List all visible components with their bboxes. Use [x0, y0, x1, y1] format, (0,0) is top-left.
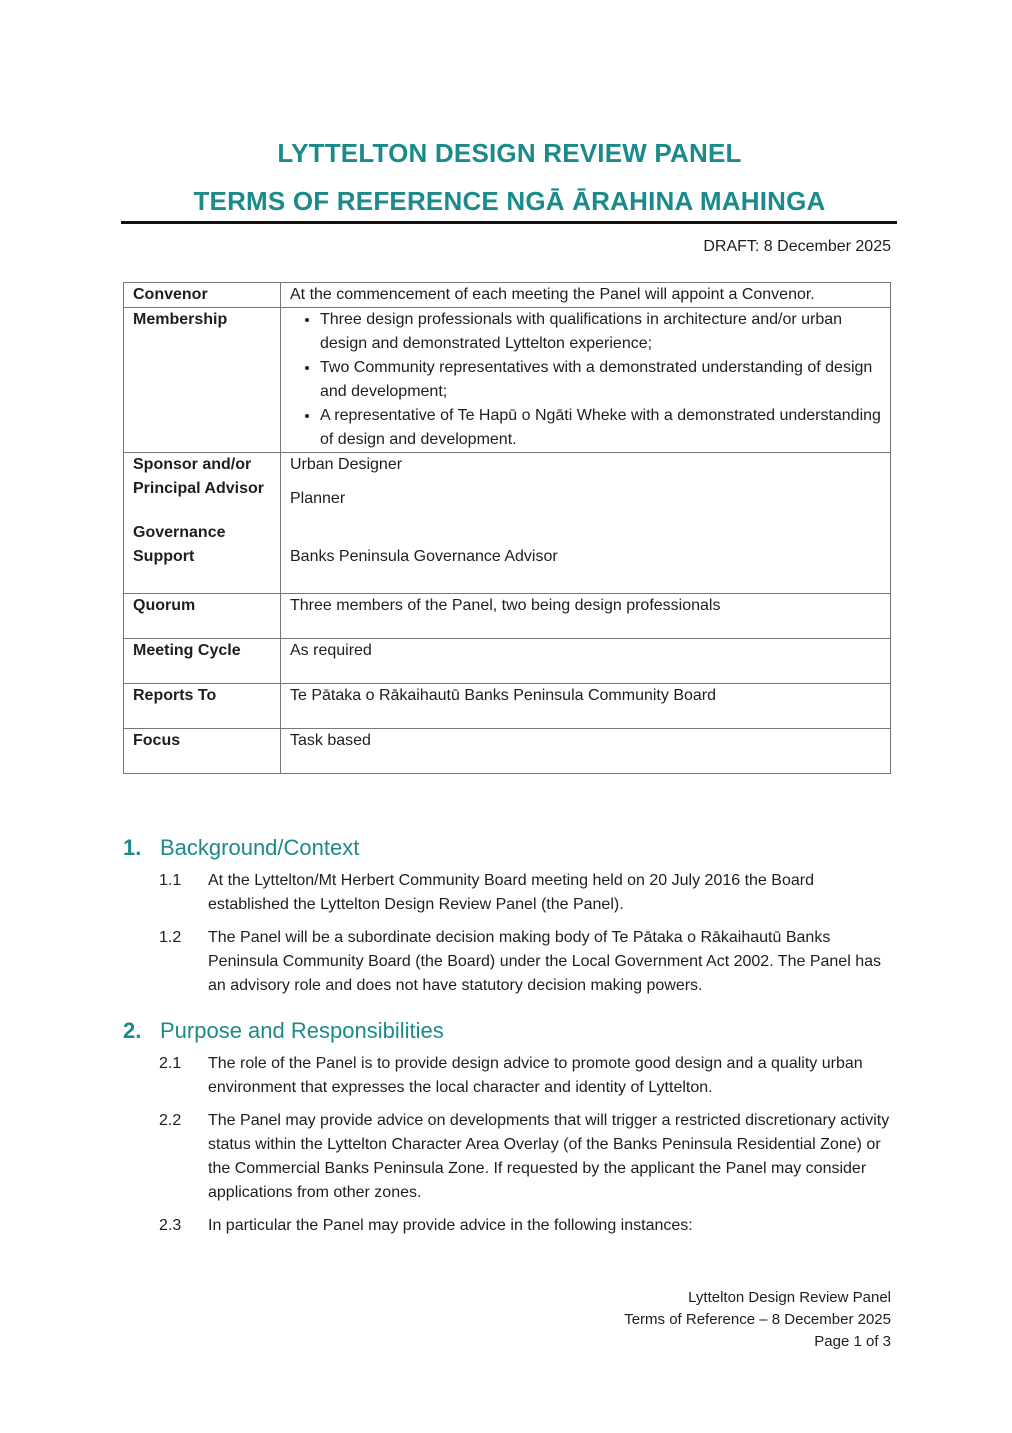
paragraph-number: 2.1 [159, 1055, 182, 1072]
paragraph [159, 1052, 899, 1100]
paragraph-text: At the Lyttelton/Mt Herbert Community Board meeting held on 20 July 2016 the Board established the Lyttelton Design Review Panel (the Panel). [208, 872, 814, 913]
paragraph-text: The Panel may provide advice on developments that will trigger a restricted discretionary activity status within the Lyttelton Character Area Overlay (of the Banks Peninsula Residential Zone) or the Commercial Banks Peninsula Zone. If requested by the applicant the Panel may consider applications from other zones. [208, 1112, 890, 1201]
list-item: • Two Community representatives with a demonstrated understanding of design and development; [320, 356, 881, 404]
row-value: Te Pātaka o Rākaihautū Banks Peninsula Community Board [281, 684, 891, 729]
draft-date: DRAFT: 8 December 2025 [703, 238, 891, 255]
row-label: Meeting Cycle [124, 639, 281, 684]
membership-list [290, 308, 881, 452]
paragraph [159, 926, 899, 998]
table-row [124, 729, 891, 774]
footer-line: Terms of Reference – 8 December 2025 [624, 1311, 891, 1328]
paragraph-number: 2.3 [159, 1217, 182, 1234]
governance-value: Banks Peninsula Governance Advisor [290, 548, 558, 565]
row-label: Focus [124, 729, 281, 774]
row-label [124, 453, 281, 594]
list-item: • A representative of Te Hapū o Ngāti Wheke with a demonstrated understanding of design and development. [320, 404, 881, 452]
row-label: Convenor [124, 283, 281, 308]
paragraph-text: The role of the Panel is to provide design advice to promote good design and a quality urban environment that expresses the local character and identity of Lyttelton. [208, 1055, 863, 1096]
sponsor-label: Sponsor and/or Principal Advisor [133, 456, 264, 497]
list-item: • Three design professionals with qualifications in architecture and/or urban design and demonstrated Lyttelton experience; [320, 308, 881, 356]
paragraph [159, 1214, 899, 1238]
row-value [281, 308, 891, 453]
page-number: Page 1 of 3 [814, 1333, 891, 1350]
paragraph [159, 1109, 899, 1205]
page-footer [624, 1287, 891, 1353]
paragraph-text: In particular the Panel may provide advice in the following instances: [208, 1217, 693, 1234]
section-heading-purpose: 2. Purpose and Responsibilities [123, 1018, 444, 1043]
table-row [124, 308, 891, 453]
footer-line: Lyttelton Design Review Panel [688, 1289, 891, 1306]
document-title: LYTTELTON DESIGN REVIEW PANEL [277, 138, 742, 168]
table-row [124, 594, 891, 639]
table-row [124, 283, 891, 308]
row-label: Reports To [124, 684, 281, 729]
paragraph-number: 2.2 [159, 1112, 182, 1129]
paragraph-text: The Panel will be a subordinate decision making body of Te Pātaka o Rākaihautū Banks Peninsula Community Board (the Board) under the Local Government Act 2002. The Panel has an advisory role and does not have statutory decision making powers. [208, 929, 881, 994]
document-subtitle: TERMS OF REFERENCE NGĀ ĀRAHINA MAHINGA [193, 186, 826, 216]
governance-label: Governance Support [133, 524, 226, 565]
sponsor-value-2: Planner [290, 490, 346, 507]
row-value: At the commencement of each meeting the Panel will appoint a Convenor. [281, 283, 891, 308]
table-row [124, 684, 891, 729]
title-rule [121, 221, 897, 224]
sponsor-value-1: Urban Designer [290, 456, 403, 473]
row-label: Membership [124, 308, 281, 453]
row-value: Task based [281, 729, 891, 774]
row-value [281, 453, 891, 594]
terms-table [123, 282, 891, 774]
row-label: Quorum [124, 594, 281, 639]
row-value: As required [281, 639, 891, 684]
paragraph-number: 1.2 [159, 929, 182, 946]
section-heading-background: 1. Background/Context [123, 835, 360, 860]
paragraph-number: 1.1 [159, 872, 182, 889]
paragraph [159, 869, 899, 917]
table-row [124, 639, 891, 684]
row-value: Three members of the Panel, two being design professionals [281, 594, 891, 639]
table-row [124, 453, 891, 594]
